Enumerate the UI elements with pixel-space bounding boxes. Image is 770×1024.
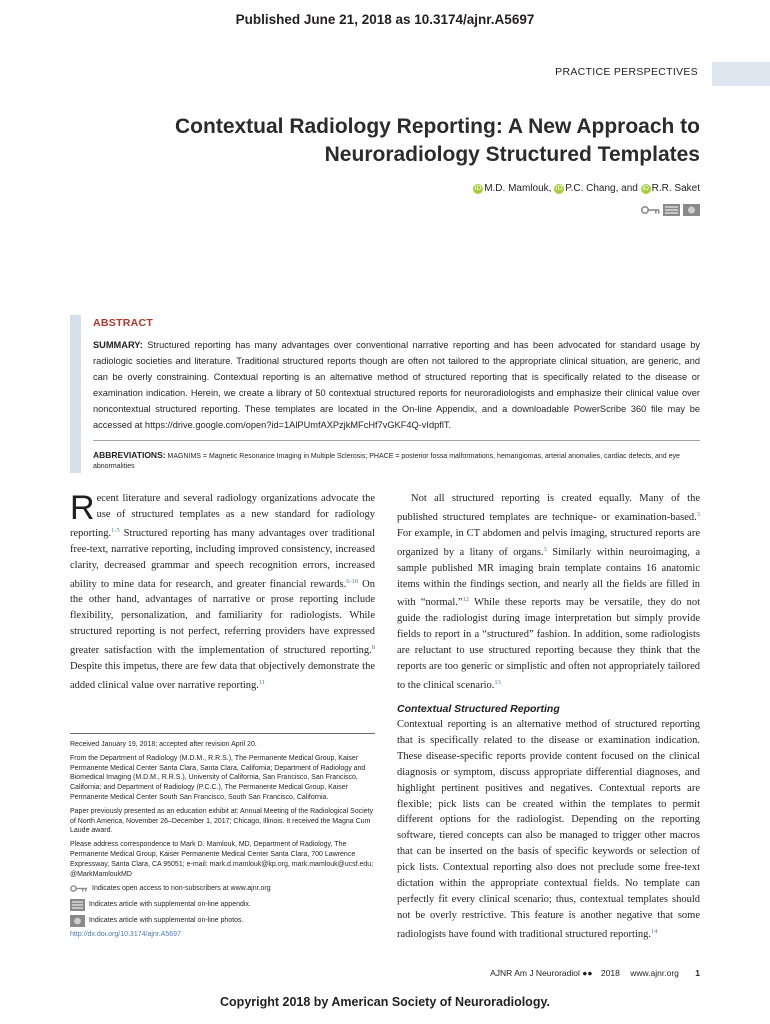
photo-icon bbox=[70, 915, 85, 927]
photo-icon bbox=[683, 204, 700, 216]
key-icon bbox=[70, 884, 88, 893]
summary-text: Structured reporting has many advantages over conventional narrative reporting and has been advocated for standard usage by radiologic societies and literature. Traditional structured reports though are often not tailored to the appropriate clinical situation, are generic, and can be overly constraining. Contextual reporting is an alternative method of structured reporting that is specifically related to the disease or examination indication. Herein, we create a library of 50 contextual structured reports for neuroradiologists and emphasize their clinical value over noncontextual structured reporting. These templates are located in the On-line Appendix, and a downloadable PowerScribe 360 file may be accessed at https://drive.google.com/open?id=1AlPUmfAXPzjkMFcHf7vGKF4Q-vIdpflT. bbox=[93, 340, 700, 430]
paragraph-text: Structured reporting has many advantages over traditional free-text, narrative reporting, including improved consistency, increased clarity, decreased grammar and speech recognition errors, increased ability to mine data for research, and greater financial rewards. bbox=[70, 527, 375, 590]
reference-link[interactable]: 1-5 bbox=[111, 526, 120, 534]
journal-name: AJNR Am J Neuroradiol bbox=[490, 968, 580, 978]
author-name: R.R. Saket bbox=[651, 183, 700, 194]
footnotes bbox=[70, 740, 375, 940]
reference-link[interactable]: 14 bbox=[650, 927, 658, 935]
doi-link[interactable]: http://dx.doi.org/10.3174/ajnr.A5697 bbox=[70, 931, 181, 939]
paragraph-text: For example, in CT abdomen and pelvis imaging, structured reports are organized by a litany of organs. bbox=[397, 527, 700, 558]
legend-text: Indicates open access to non-subscribers at www.ajnr.org bbox=[92, 884, 271, 892]
presentation-note: Paper previously presented as an education exhibit at: Annual Meeting of the Radiological Society of North America, November 26–December 1, 2017; Chicago, Illinois. It received the Magna Cum Laude award. bbox=[70, 807, 374, 835]
orcid-icon[interactable]: iD bbox=[555, 185, 563, 192]
access-icons bbox=[641, 203, 701, 217]
drop-cap: R bbox=[70, 489, 95, 527]
correspondence: Please address correspondence to Mark D. Mamlouk, MD, Department of Radiology, The Permanente Medical Group, Kaiser Permanente Medical Center Santa Clara, 700 Lawrence Expressway, Santa Clara, CA 95051; e-mail: mark.d.mamlouk@kp.org, mark.mamlouk@ucsf.edu; @MarkMamloukMD bbox=[70, 841, 374, 878]
affiliations: From the Department of Radiology (M.D.M., R.R.S.), The Permanente Medical Group, Kaiser Permanente Medical Center Santa Clara, Santa Clara, California; Department of Radiology and Biomedical Imaging (M.D.M., R.R.S.), University of California, San Francisco, San Francisco, California; and Department of Radiology (P.C.C.), The Permanente Medical Group, Kaiser Permanente Medical Center South San Francisco, South San Francisco, California. bbox=[70, 754, 366, 801]
abstract-sidebar-bar bbox=[70, 315, 81, 473]
paragraph-text: Contextual reporting is an alternative method of structured reporting that is specifically related to the disease or examination indication. These disease-specific reports provide content focused on the clinical diagnosis or symptom, discuss appropriate differential diagnoses, and highlight pertinent positives and negatives. Contextual reports are flexible; pick lists can be created within the templates to permit different options for the radiologist. Depending on the reporting software, tiered concepts can also be managed to trigger other macros that can be inserted on the basis of specific keywords or selection of pick lists. Contextual reporting also does not preclude some free-text dictation within the appropriate contextual fields. No template can perfectly fit every clinical scenario; thus, contextual templates should not be overly restrictive. This feature is another negative that some radiologists have found with traditional structured reporting. bbox=[397, 719, 700, 940]
legend-text: Indicates article with supplemental on-line photos. bbox=[89, 916, 244, 924]
section-label: PRACTICE PERSPECTIVES bbox=[555, 66, 698, 78]
legend-open-access bbox=[70, 881, 375, 896]
issue-dots-icon: ●● bbox=[582, 968, 593, 978]
page-number: 1 bbox=[695, 968, 700, 978]
body-column-right-continued bbox=[397, 717, 700, 943]
reference-link[interactable]: 3 bbox=[696, 510, 700, 518]
footnote-divider bbox=[70, 733, 375, 734]
reference-link[interactable]: 12 bbox=[462, 596, 470, 604]
author-list bbox=[300, 183, 700, 194]
abstract-divider bbox=[93, 440, 700, 441]
page-footer bbox=[420, 968, 700, 978]
article-title bbox=[120, 113, 700, 169]
section-subheading: Contextual Structured Reporting bbox=[397, 703, 560, 715]
orcid-icon[interactable]: iD bbox=[642, 185, 649, 192]
abstract-heading: ABSTRACT bbox=[93, 317, 154, 329]
received-date: Received January 19, 2018; accepted after revision April 20. bbox=[70, 741, 257, 748]
reference-link[interactable]: 3 bbox=[543, 545, 547, 553]
copyright-notice: Copyright 2018 by American Society of Neuroradiology. bbox=[220, 995, 550, 1009]
abbreviations bbox=[93, 450, 700, 472]
orcid-icon[interactable]: iD bbox=[474, 185, 482, 192]
paragraph-text: Similarly within neuroimaging, a sample published MR imaging brain template contains 16 anatomic items within the findings section, and nearly all the fields are filled in with “normal.” bbox=[397, 546, 700, 609]
paragraph-text: On the other hand, advantages of narrative or prose reporting include flexibility, personalization, and familiarity for radiologists. While structured reporting is not perfect, referring providers have expressed greater satisfaction with the implementation of structured reporting. bbox=[70, 578, 375, 657]
paragraph-text: Not all structured reporting is created equally. Many of the published structured templates are technique- or examination-based. bbox=[397, 493, 700, 523]
reference-link[interactable]: 13 bbox=[494, 678, 501, 686]
published-banner: Published June 21, 2018 as 10.3174/ajnr.A5697 bbox=[235, 12, 535, 27]
key-icon bbox=[642, 207, 660, 214]
legend-text: Indicates article with supplemental on-line appendix. bbox=[89, 900, 251, 908]
footer-year: 2018 bbox=[600, 968, 620, 978]
summary-label: SUMMARY: bbox=[93, 340, 143, 350]
author-name: M.D. Mamlouk, bbox=[484, 183, 552, 194]
section-color-block bbox=[712, 62, 770, 86]
paragraph-text: ecent literature and several radiology organizations advocate the use of structured templates as a new standard for radiology reporting. bbox=[70, 493, 375, 539]
title-line-1: Contextual Radiology Reporting: A New Approach to bbox=[175, 115, 700, 138]
reference-link[interactable]: 6-10 bbox=[346, 577, 359, 585]
reference-link[interactable]: 11 bbox=[258, 678, 266, 686]
abstract-summary bbox=[93, 337, 700, 433]
abbreviations-label: ABBREVIATIONS: bbox=[93, 450, 166, 460]
body-column-right bbox=[397, 491, 700, 694]
appendix-icon bbox=[70, 899, 85, 911]
abbreviations-text: MAGNIMS = Magnetic Resonance Imaging in Multiple Sclerosis; PHACE = posterior fossa malformations, hemangiomas, arterial anomalies, cardiac defects, and eye abnormalities bbox=[93, 453, 680, 470]
paragraph-text: Despite this impetus, there are few data that objectively demonstrate the added clinical value over narrative reporting. bbox=[70, 661, 375, 691]
appendix-icon bbox=[663, 204, 680, 216]
legend-photos bbox=[70, 913, 375, 928]
title-line-2: Neuroradiology Structured Templates bbox=[324, 143, 700, 166]
reference-link[interactable]: 8 bbox=[371, 644, 375, 652]
legend-appendix bbox=[70, 897, 375, 912]
paragraph-text: While these reports may be versatile, they do not guide the radiologist during image interpretation but simply provide fields to report in a “structured” fashion. In addition, some radiologists are reluctant to use structured reporting because they think that the reports are too generic or simplistic and often not appropriately tailored to the clinical scenario. bbox=[397, 597, 700, 691]
body-column-left bbox=[70, 491, 375, 694]
author-name: P.C. Chang, and bbox=[565, 183, 638, 194]
footer-site: www.ajnr.org bbox=[630, 968, 679, 978]
